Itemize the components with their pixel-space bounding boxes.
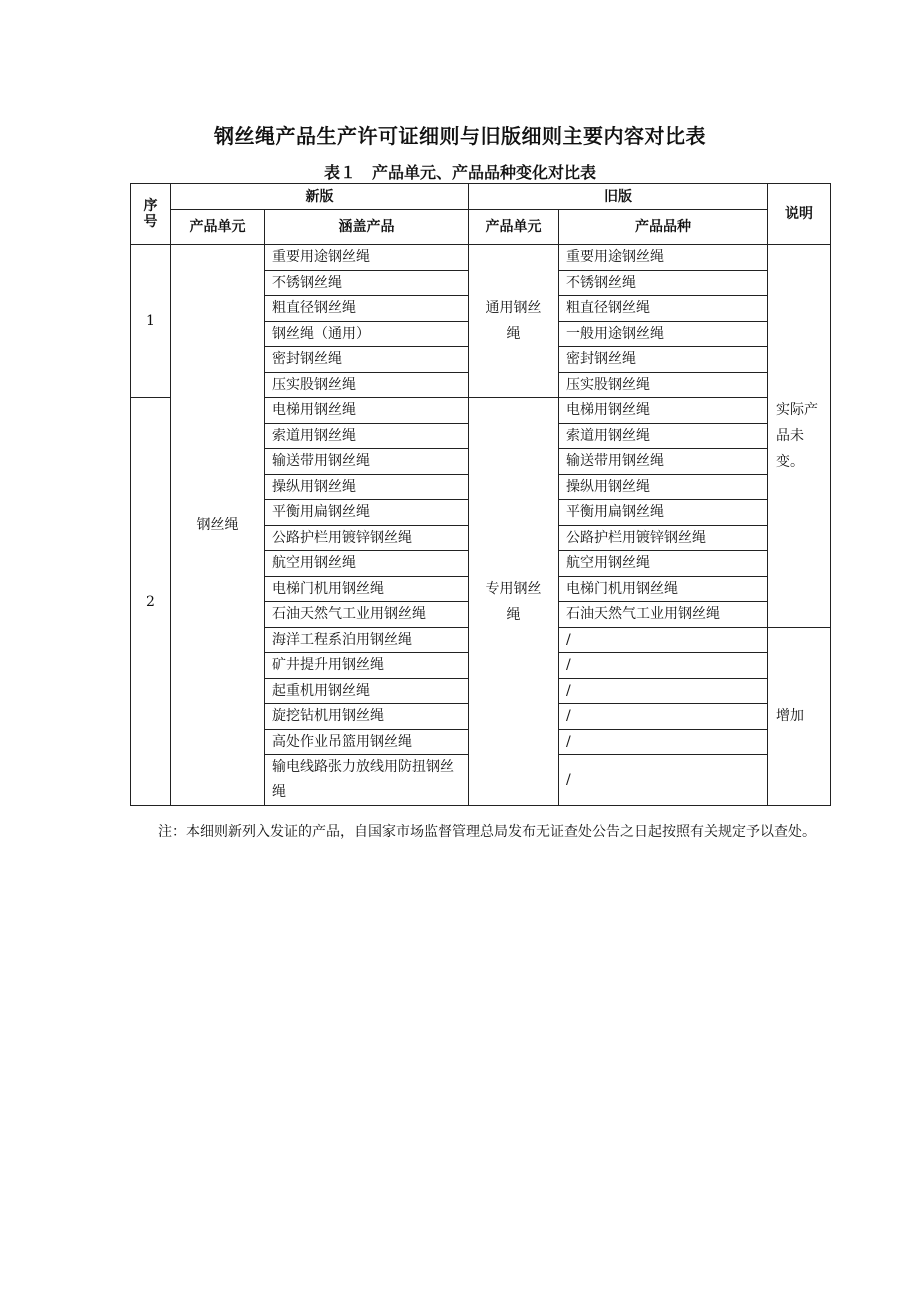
- header-seq: 序号: [131, 184, 171, 245]
- old-variety-cell: 重要用途钢丝绳: [559, 245, 768, 271]
- new-product-cell: 索道用钢丝绳: [265, 423, 469, 449]
- footnote: 注：本细则新列入发证的产品，自国家市场监督管理总局发布无证查处公告之日起按照有关规定予以查处。: [158, 824, 816, 840]
- old-variety-cell: 公路护栏用镀锌钢丝绳: [559, 525, 768, 551]
- new-product-cell: 矿井提升用钢丝绳: [265, 653, 469, 679]
- new-product-cell: 输送带用钢丝绳: [265, 449, 469, 475]
- old-unit-cell: 专用钢丝绳: [469, 398, 559, 806]
- old-variety-cell: /: [559, 704, 768, 730]
- new-product-cell: 电梯用钢丝绳: [265, 398, 469, 424]
- old-variety-cell: 索道用钢丝绳: [559, 423, 768, 449]
- old-unit-cell: 通用钢丝绳: [469, 245, 559, 398]
- new-product-cell: 电梯门机用钢丝绳: [265, 576, 469, 602]
- remark-cell: 增加: [768, 627, 831, 806]
- new-product-cell: 平衡用扁钢丝绳: [265, 500, 469, 526]
- remark-cell: 实际产品未变。: [768, 245, 831, 628]
- old-variety-cell: /: [559, 627, 768, 653]
- new-unit-cell: 钢丝绳: [171, 245, 265, 806]
- new-product-cell: 海洋工程系泊用钢丝绳: [265, 627, 469, 653]
- new-product-cell: 不锈钢丝绳: [265, 270, 469, 296]
- new-product-cell: 公路护栏用镀锌钢丝绳: [265, 525, 469, 551]
- old-variety-cell: 粗直径钢丝绳: [559, 296, 768, 322]
- table-caption: 表１ 产品单元、产品品种变化对比表: [323, 163, 596, 182]
- new-product-cell: 起重机用钢丝绳: [265, 678, 469, 704]
- new-product-cell: 重要用途钢丝绳: [265, 245, 469, 271]
- new-product-cell: 钢丝绳（通用）: [265, 321, 469, 347]
- header-old-unit: 产品单元: [469, 210, 559, 245]
- header-new-unit: 产品单元: [171, 210, 265, 245]
- old-variety-cell: 密封钢丝绳: [559, 347, 768, 373]
- old-variety-cell: 航空用钢丝绳: [559, 551, 768, 577]
- new-product-cell: 旋挖钻机用钢丝绳: [265, 704, 469, 730]
- header-old-varieties: 产品品种: [559, 210, 768, 245]
- seq-cell: 1: [131, 245, 171, 398]
- old-variety-cell: 不锈钢丝绳: [559, 270, 768, 296]
- old-variety-cell: 操纵用钢丝绳: [559, 474, 768, 500]
- new-product-cell: 石油天然气工业用钢丝绳: [265, 602, 469, 628]
- header-new-version: 新版: [171, 184, 469, 210]
- new-product-cell: 密封钢丝绳: [265, 347, 469, 373]
- old-variety-cell: 电梯用钢丝绳: [559, 398, 768, 424]
- old-variety-cell: /: [559, 729, 768, 755]
- table-row: [131, 245, 831, 271]
- new-product-cell: 高处作业吊篮用钢丝绳: [265, 729, 469, 755]
- header-old-version: 旧版: [469, 184, 768, 210]
- header-row-1: [131, 184, 831, 210]
- new-product-cell: 航空用钢丝绳: [265, 551, 469, 577]
- header-row-2: [131, 210, 831, 245]
- old-variety-cell: 一般用途钢丝绳: [559, 321, 768, 347]
- old-variety-cell: 输送带用钢丝绳: [559, 449, 768, 475]
- old-variety-cell: /: [559, 653, 768, 679]
- seq-cell: 2: [131, 398, 171, 806]
- new-product-cell: 压实股钢丝绳: [265, 372, 469, 398]
- header-remark: 说明: [768, 184, 831, 245]
- new-product-cell: 输电线路张力放线用防扭钢丝绳: [265, 755, 469, 806]
- old-variety-cell: 压实股钢丝绳: [559, 372, 768, 398]
- old-variety-cell: 电梯门机用钢丝绳: [559, 576, 768, 602]
- header-new-products: 涵盖产品: [265, 210, 469, 245]
- new-product-cell: 操纵用钢丝绳: [265, 474, 469, 500]
- old-variety-cell: /: [559, 755, 768, 806]
- old-variety-cell: 石油天然气工业用钢丝绳: [559, 602, 768, 628]
- comparison-table: [130, 183, 831, 806]
- old-variety-cell: /: [559, 678, 768, 704]
- old-variety-cell: 平衡用扁钢丝绳: [559, 500, 768, 526]
- page-title: 钢丝绳产品生产许可证细则与旧版细则主要内容对比表: [214, 124, 706, 148]
- new-product-cell: 粗直径钢丝绳: [265, 296, 469, 322]
